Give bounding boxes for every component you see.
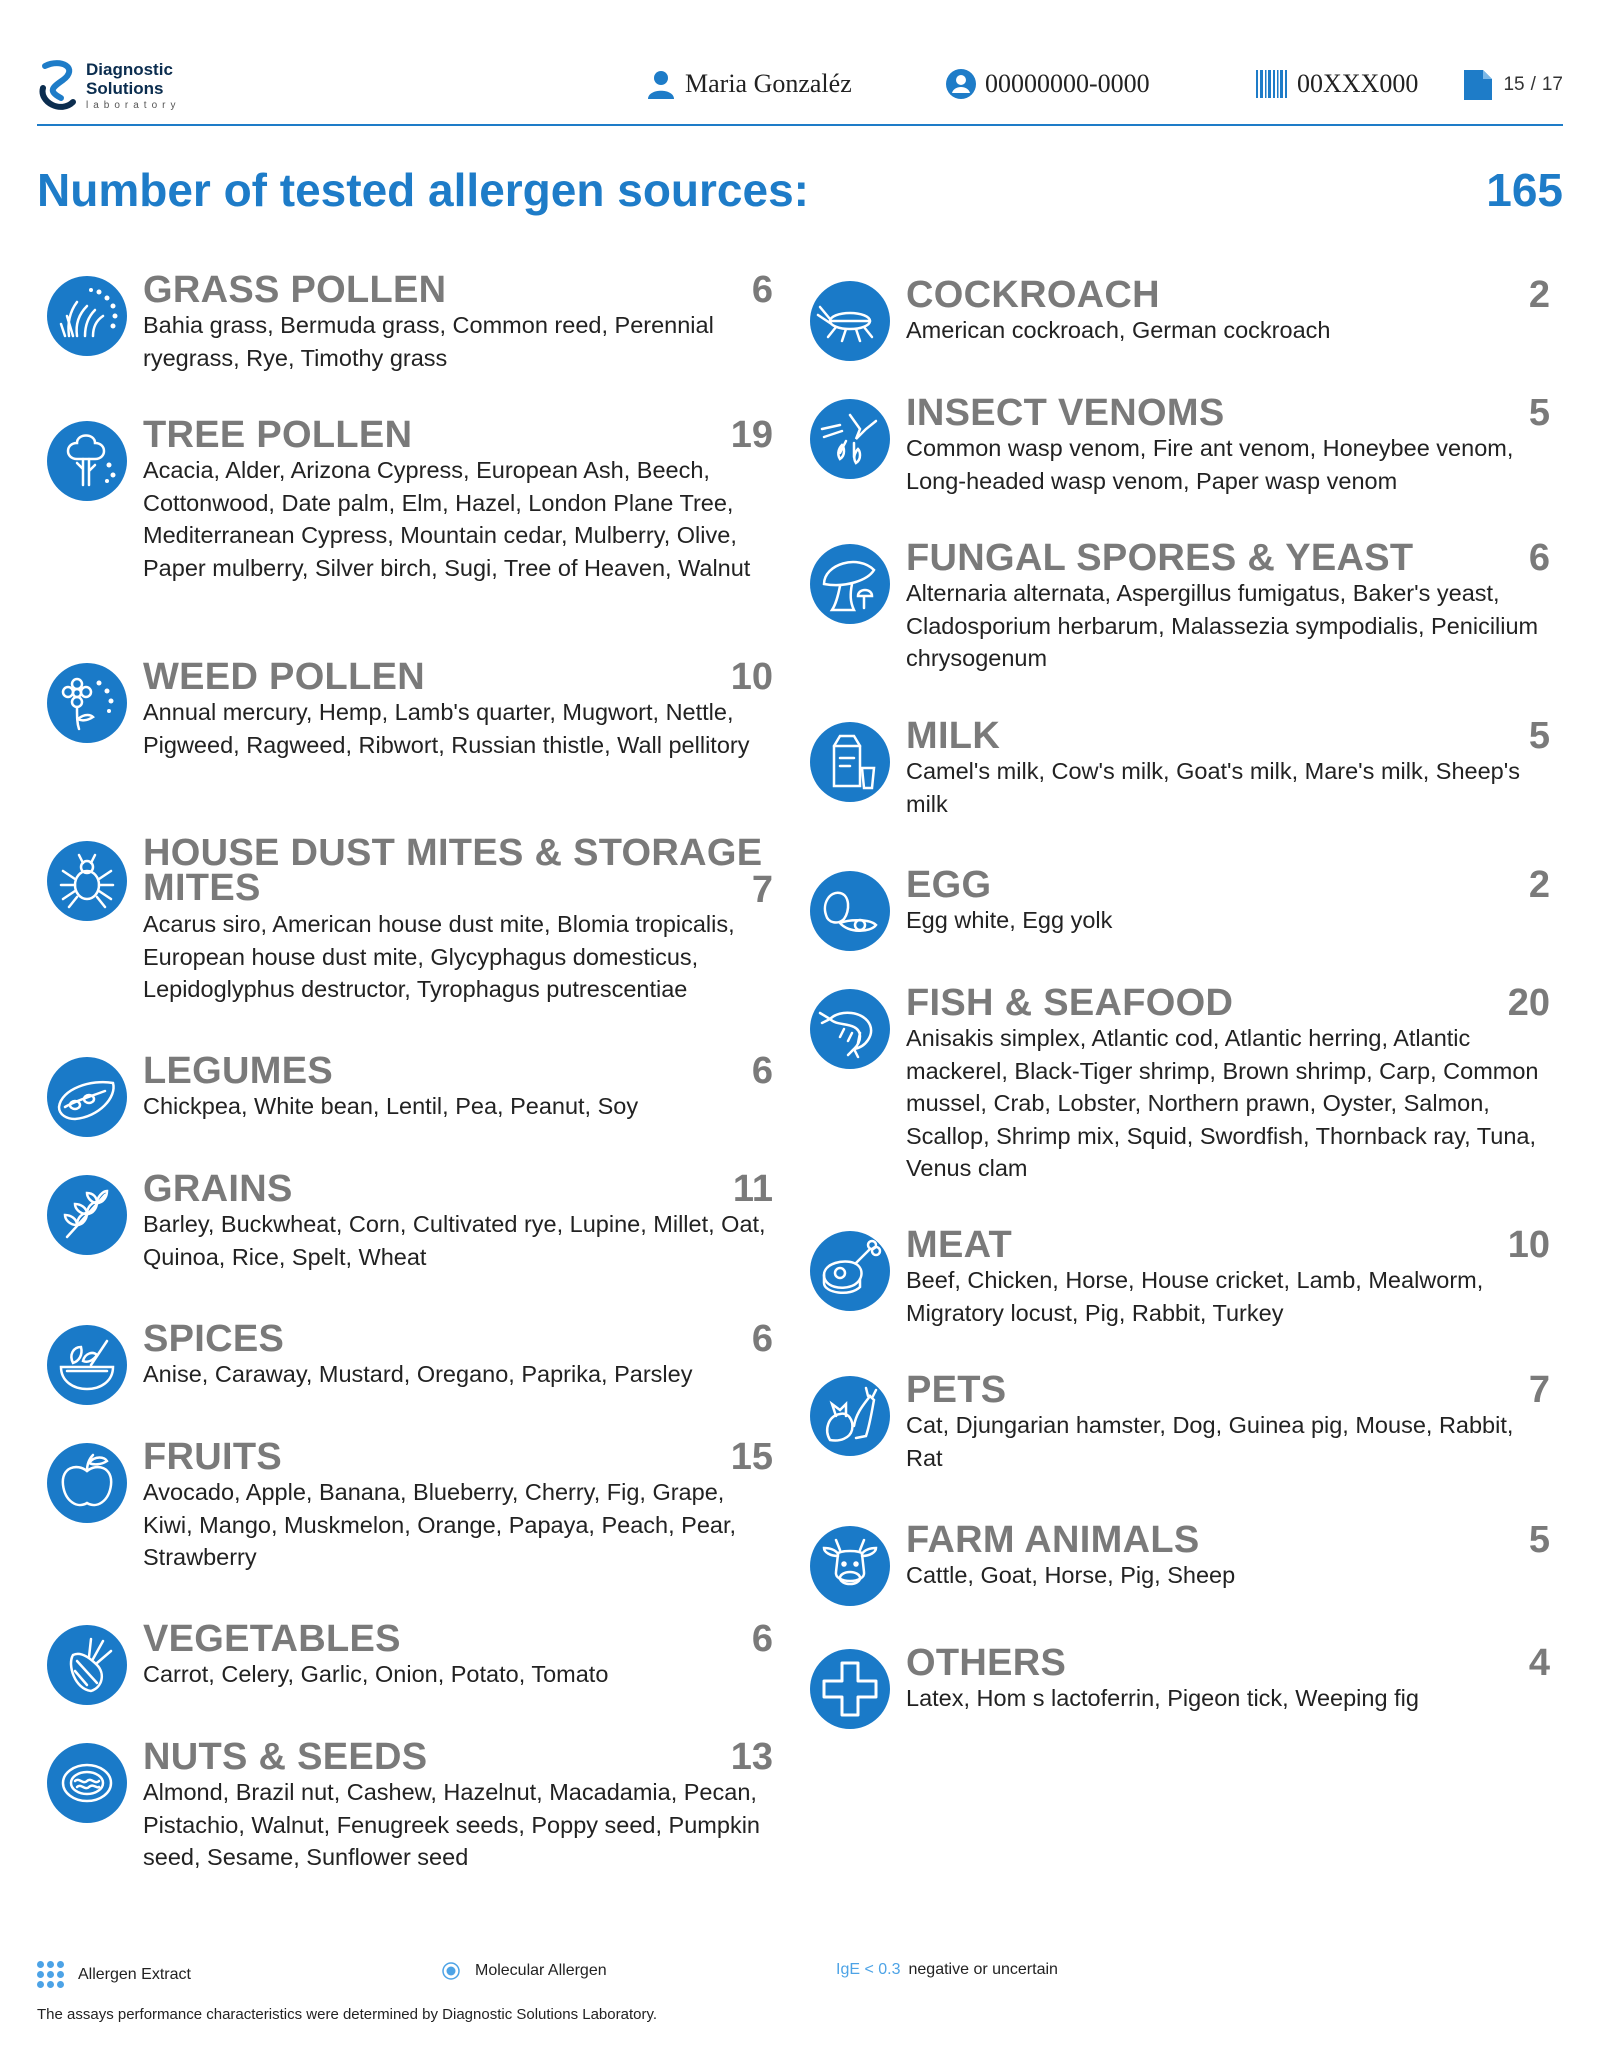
- category-count: 13: [730, 1736, 773, 1778]
- document-icon: [1463, 69, 1493, 101]
- category-items: Barley, Buckwheat, Corn, Cultivated rye, Lupine, Millet, Oat, Quinoa, Rice, Spelt, Wheat: [143, 1211, 766, 1270]
- egg-icon: [810, 871, 890, 951]
- mite-icon: [47, 841, 127, 921]
- category-items: Chickpea, White bean, Lentil, Pea, Peanut, Soy: [143, 1093, 639, 1119]
- legend-molecular-label: Molecular Allergen: [475, 1962, 607, 1979]
- category-name: NUTS & SEEDS: [143, 1736, 428, 1778]
- vegetable-icon: [47, 1625, 127, 1705]
- category-name: OTHERS: [906, 1642, 1067, 1684]
- category-count: 6: [751, 269, 773, 311]
- ige-threshold-text: negative or uncertain: [908, 1961, 1058, 1978]
- legend-molecular-allergen: [441, 1961, 607, 1981]
- category-items: Latex, Hom s lactoferrin, Pigeon tick, Weeping fig: [906, 1685, 1419, 1711]
- category-items: American cockroach, German cockroach: [906, 317, 1331, 343]
- category-count: 20: [1507, 982, 1550, 1024]
- category-items: Annual mercury, Hemp, Lamb's quarter, Mugwort, Nettle, Pigweed, Ragweed, Ribwort, Russian thistle, Wall pellitory: [143, 699, 750, 758]
- category-name: SPICES: [143, 1318, 285, 1360]
- pets-icon: [810, 1376, 890, 1456]
- category-items: Cattle, Goat, Horse, Pig, Sheep: [906, 1562, 1236, 1588]
- apple-icon: [47, 1443, 127, 1523]
- page-title: Number of tested allergen sources:: [37, 164, 809, 216]
- category-count: 5: [1528, 715, 1550, 757]
- lab-name-line1: Diagnostic: [86, 60, 173, 79]
- legend-extract-label: Allergen Extract: [78, 1965, 191, 1983]
- category-name: HOUSE DUST MITES & STORAGE MITES: [143, 832, 763, 909]
- category-count: 2: [1528, 274, 1550, 316]
- category-count: 4: [1528, 1642, 1550, 1684]
- category-items: Camel's milk, Cow's milk, Goat's milk, Mare's milk, Sheep's milk: [906, 758, 1520, 817]
- report-header: [37, 52, 1563, 126]
- cow-icon: [810, 1526, 890, 1606]
- category-name: PETS: [906, 1369, 1007, 1411]
- page-separator: /: [1530, 74, 1536, 95]
- category-name: FRUITS: [143, 1436, 283, 1478]
- category-count: 11: [732, 1168, 773, 1210]
- category-count: 15: [730, 1436, 773, 1478]
- category-items: Cat, Djungarian hamster, Dog, Guinea pig, Mouse, Rabbit, Rat: [906, 1412, 1514, 1471]
- grass-icon: [47, 276, 127, 356]
- molecular-allergen-icon: [441, 1961, 461, 1981]
- category-items: Almond, Brazil nut, Cashew, Hazelnut, Macadamia, Pecan, Pistachio, Walnut, Fenugreek seeds, Poppy seed, Pumpkin seed, Sesame, Sunflower seed: [143, 1779, 760, 1870]
- wasp-icon: [810, 399, 890, 479]
- category-name: GRAINS: [143, 1168, 293, 1210]
- sample-barcode: 00XXX000: [1297, 69, 1419, 98]
- grain-icon: [47, 1175, 127, 1255]
- category-name: EGG: [906, 864, 992, 906]
- page-current: 15: [1503, 74, 1525, 95]
- category-name: GRASS POLLEN: [143, 269, 447, 311]
- category-name: TREE POLLEN: [143, 414, 413, 456]
- category-items: Anisakis simplex, Atlantic cod, Atlantic herring, Atlantic mackerel, Black-Tiger shrimp, Brown shrimp, Carp, Common mussel, Crab, Lobster, Northern prawn, Oyster, Salmon, Scallop, Shrimp mix, Squid, Swordfish, Thornback ray, Tuna, Venus clam: [906, 1025, 1539, 1181]
- lab-logo: [37, 56, 257, 112]
- category-count: 5: [1528, 1519, 1550, 1561]
- category-items: Anise, Caraway, Mustard, Oregano, Paprika, Parsley: [143, 1361, 693, 1387]
- tree-icon: [47, 421, 127, 501]
- category-count: 6: [1528, 537, 1550, 579]
- logo-mark-icon: [39, 58, 81, 112]
- barcode-icon: [1255, 69, 1289, 99]
- category-count: 10: [1507, 1224, 1550, 1266]
- mushroom-icon: [810, 544, 890, 624]
- category-count: 7: [751, 869, 773, 911]
- legend-ige: [836, 1961, 1058, 1979]
- total-count: 165: [1486, 164, 1563, 216]
- milk-icon: [810, 722, 890, 802]
- meat-icon: [810, 1231, 890, 1311]
- category-items: Acarus siro, American house dust mite, Blomia tropicalis, European house dust mite, Glycyphagus domesticus, Lepidoglyphus destructor, Tyrophagus putrescentiae: [143, 911, 735, 1002]
- weed-flower-icon: [47, 663, 127, 743]
- category-name: MEAT: [906, 1224, 1013, 1266]
- category-name: INSECT VENOMS: [906, 392, 1225, 434]
- lab-subtitle: laboratory: [86, 100, 181, 111]
- mortar-icon: [47, 1325, 127, 1405]
- category-name: FISH & SEAFOOD: [906, 982, 1234, 1024]
- category-count: 6: [751, 1050, 773, 1092]
- category-count: 7: [1528, 1369, 1550, 1411]
- category-items: Avocado, Apple, Banana, Blueberry, Cherry, Fig, Grape, Kiwi, Mango, Muskmelon, Orange, Papaya, Peach, Pear, Strawberry: [143, 1479, 737, 1570]
- lab-name-line2: Solutions: [86, 79, 164, 98]
- category-name: MILK: [906, 715, 1001, 757]
- walnut-icon: [47, 1743, 127, 1823]
- category-items: Bahia grass, Bermuda grass, Common reed, Perennial ryegrass, Rye, Timothy grass: [143, 312, 714, 371]
- category-count: 19: [730, 414, 773, 456]
- category-count: 6: [751, 1618, 773, 1660]
- patient-name-field: [645, 66, 852, 102]
- category-name: FARM ANIMALS: [906, 1519, 1200, 1561]
- lab-name: [86, 60, 173, 98]
- ige-threshold-label: IgE < 0.3: [836, 1961, 901, 1978]
- category-name: LEGUMES: [143, 1050, 334, 1092]
- category-count: 5: [1528, 392, 1550, 434]
- category-items: Alternaria alternata, Aspergillus fumigatus, Baker's yeast, Cladosporium herbarum, Malassezia sympodialis, Penicilium chrysogenum: [906, 580, 1539, 671]
- category-name: COCKROACH: [906, 274, 1160, 316]
- cross-icon: [810, 1649, 890, 1729]
- category-items: Acacia, Alder, Arizona Cypress, European Ash, Beech, Cottonwood, Date palm, Elm, Hazel, London Plane Tree, Mediterranean Cypress, Mountain cedar, Mulberry, Olive, Paper mulberry, Silver birch, Sugi, Tree of Heaven, Walnut: [143, 457, 751, 581]
- shrimp-icon: [810, 989, 890, 1069]
- page-total: 17: [1541, 74, 1563, 95]
- legume-icon: [47, 1057, 127, 1137]
- category-name: FUNGAL SPORES & YEAST: [906, 537, 1414, 579]
- category-name: WEED POLLEN: [143, 656, 425, 698]
- patient-id: 00000000-0000: [985, 69, 1150, 98]
- id-badge-icon: [945, 68, 977, 100]
- category-items: Common wasp venom, Fire ant venom, Honeybee venom, Long-headed wasp venom, Paper wasp venom: [906, 435, 1514, 494]
- patient-id-field: [945, 66, 1150, 102]
- category-name: VEGETABLES: [143, 1618, 401, 1660]
- category-items: Beef, Chicken, Horse, House cricket, Lamb, Mealworm, Migratory locust, Pig, Rabbit, Turkey: [906, 1267, 1484, 1326]
- category-count: 6: [751, 1318, 773, 1360]
- category-items: Egg white, Egg yolk: [906, 907, 1113, 933]
- allergen-extract-dots-icon: [37, 1961, 64, 1988]
- page-indicator: [1463, 68, 1563, 102]
- patient-name: Maria Gonzaléz: [685, 69, 852, 98]
- person-icon: [645, 68, 677, 100]
- category-items: Carrot, Celery, Garlic, Onion, Potato, Tomato: [143, 1661, 609, 1687]
- footnote: The assays performance characteristics were determined by Diagnostic Solutions Laboratory.: [37, 2006, 658, 2023]
- barcode-field: [1255, 66, 1418, 102]
- cockroach-icon: [810, 281, 890, 361]
- category-count: 10: [730, 656, 773, 698]
- legend-allergen-extract: [37, 1961, 191, 1988]
- category-count: 2: [1528, 864, 1550, 906]
